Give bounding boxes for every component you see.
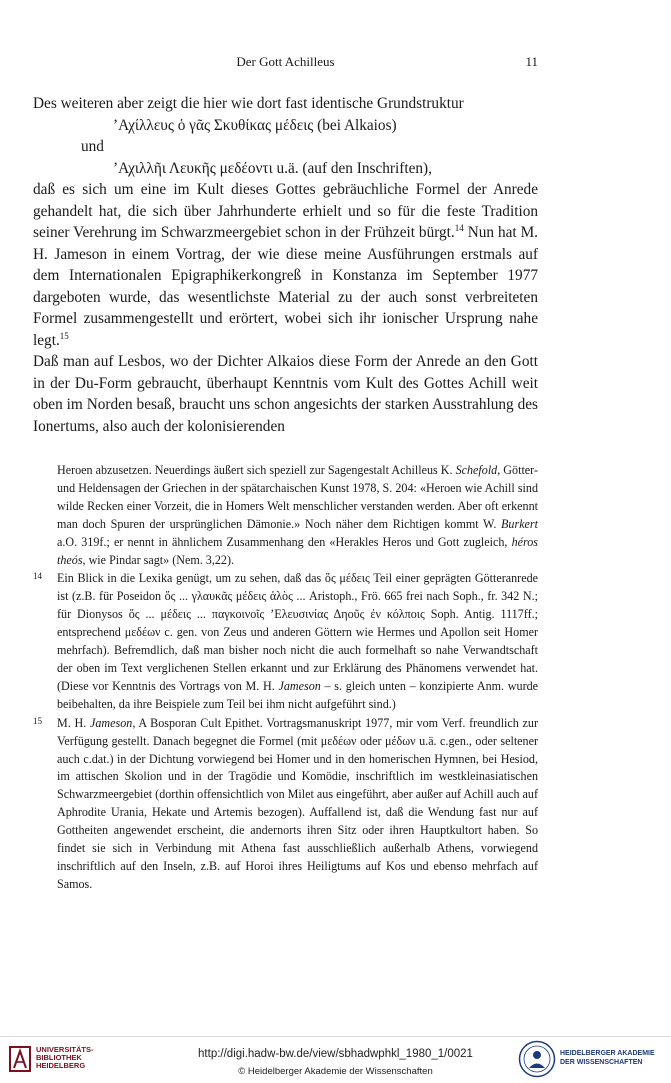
main-line-1: Des weiteren aber zeigt die hier wie dort fast identische Grundstruktur — [33, 95, 464, 112]
footnote-continuation — [33, 462, 538, 569]
main-paragraph-part-2: Nun hat M. H. Jameson in einem Vortrag, der wie diese meine Ausführungen erstmals auf dem Internationalen Epigraphikerkongreß in Konstanza im September 1977 dargeboten wurde, das wesentlichste Material zu der auch sonst verbreiteten Formel zusammengestellt und erörtert, wobei sich ihr ionischer Ursprung nahe legt. — [33, 224, 538, 349]
footnote-number: 15 — [33, 715, 42, 726]
footnote-text: Heroen abzusetzen. Neuerdings äußert sich speziell zur Sagengestalt Achilleus K. — [57, 463, 456, 477]
footnote-text: , A Bosporan Cult Epithet. Vortragsmanuskript 1977, mir vom Verf. freundlich zur Verfügung gestellt. Danach begegnet die Formel (mit μεδέων oder μέδων u.ä. c.gen., oder seltener auch c.dat.) in der Dichtung vorwiegend bei Homer und in den homerischen Hymnen, bei Hesiod, im attischen Skolion und in der Tragödie und Komödie, inschriftlich im westkleinasiatischen Schwarzmeergebiet (dorthin offensichtlich von Milet aus eingeführt, aber außer auf Achill auch auf Aphrodite Urania, Hekate und Artemis bezogen). Auffallend ist, daß die Wendung fast nur auf Gottheiten angewendet erscheint, die andernorts ihren Sitz oder ihren Hauptkultort haben. So findet sie sich in Verbindung mit Athena fast ausschließlich außerhalb Athens, vorwiegend inschriftlich auf den Inseln, z.B. auf Horoi ihres Heiligtums auf Kos und ebenso mehrfach auf Samos. — [57, 715, 538, 891]
academy-name: HEIDELBERGER AKADEMIE DER WISSENSCHAFTEN — [560, 1050, 655, 1066]
greek-formula-alkaios: ’Αχίλλευς ὁ γᾶς Σκυθίκας μέδεις (bei Alkaios) — [113, 116, 397, 134]
footnote-text: a.O. 319f.; er nennt in ähnlichem Zusammenhang den «Herakles Heros und Gott zugleich, — [57, 534, 512, 549]
footnote-number: 14 — [33, 571, 42, 582]
page-number: 11 — [525, 54, 538, 69]
greek-formula-inscriptions: ’Αχιλλῆι Λευκῆς μεδέοντι u.ä. (auf den Inschriften), — [113, 159, 432, 177]
library-name: UNIVERSITÄTS- BIBLIOTHEK HEIDELBERG — [36, 1045, 94, 1070]
footnote-text: , Götter- und Heldensagen der Griechen in der spätarchaischen Kunst 1978, S. 204: «Heroen wie Achill sind wilde Recken einer Vorzeit, die in Homers Welt menschlicher verstanden werden. Aber oft erkennt man doch Spuren der ursprünglichen Dämonie.» Noch näher dem Richtigen kommt W. — [57, 463, 538, 531]
running-header — [33, 54, 538, 74]
footnote-text: – s. gleich unten – konzipierte Anm. wurde beibehalten, da ihre Beispiele zum Teil bei ihm nicht aufgeführt sind.) — [57, 678, 539, 711]
footnote-15 — [33, 715, 538, 894]
academy-seal-icon — [518, 1040, 556, 1078]
footnote-text: Ein Blick in die Lexika genügt, um zu sehen, daß das ὅς μέδεις Teil einer geprägten Götteranrede ist (z.B. für Poseidon ὅς ... γλαυκᾶς μέδεις ἁλὸς ... Aristoph., Frö. 665 frei nach Soph., fr. 342 N.; für Dionysos ὅς ... μέδεις ... παγκοινοῖς ’Ελευσινίας Δηοῦς ἐν κόλποις Soph. Antig. 1117ff.; entsprechend μεδέων c. gen. von Zeus und anderen Göttern wie Hermes und Apollon seit Homer mehrfach). Befremdlich, daß man bisher noch nicht die auch formelhaft so nahe Verwandtschaft der oben im Text verglichenen Stellen erkannt und zur Erklärung des Phänomens verwendet hat. (Diese vor Kenntnis des Vortrags von M. H. — [57, 571, 538, 693]
footnote-ref-14[interactable]: 14 — [454, 222, 464, 233]
author-name: Jameson — [89, 715, 133, 730]
footnote-text: M. H. — [57, 715, 90, 730]
author-name: Schefold — [455, 463, 498, 477]
footnote-ref-15[interactable]: 15 — [59, 330, 69, 341]
copyright-notice: © Heidelberger Akademie der Wissenschaften — [238, 1066, 433, 1077]
author-name: Jameson — [278, 678, 321, 693]
main-paragraph-part-1: daß es sich um eine im Kult dieses Gottes gebräuchliche Formel der Anrede gehandelt hat, die sich über Jahrhunderte erhielt und so für die feste Tradition seiner Verehrung im Schwarzmeergebiet schon in der Frühzeit bürgt. — [33, 181, 538, 241]
conjunction-und: und — [81, 138, 104, 155]
footnote-14 — [33, 570, 538, 713]
footnote-text: , wie Pindar sagt» (Nem. 3,22). — [82, 552, 235, 567]
footer-divider — [0, 1036, 671, 1037]
footnotes — [33, 462, 538, 894]
italic-term: héros theós — [57, 534, 538, 567]
main-paragraph-2: Daß man auf Lesbos, wo der Dichter Alkaios diese Form der Anrede an den Gott in der Du-Form gebraucht, überhaupt Kenntnis vom Kult des Gottes Achill weit oben im Norden besaß, braucht uns schon angesichts der starken Ausstrahlung des Ionertums, also auch der kolonisierenden — [33, 353, 538, 435]
running-title: Der Gott Achilleus — [236, 54, 335, 69]
permalink-url[interactable]: http://digi.hadw-bw.de/view/sbhadwphkl_1980_1/0021 — [198, 1048, 473, 1060]
main-paragraph — [33, 179, 538, 351]
main-text — [33, 93, 538, 437]
viewer-footer — [0, 1036, 671, 1083]
author-name: Burkert — [501, 516, 538, 531]
